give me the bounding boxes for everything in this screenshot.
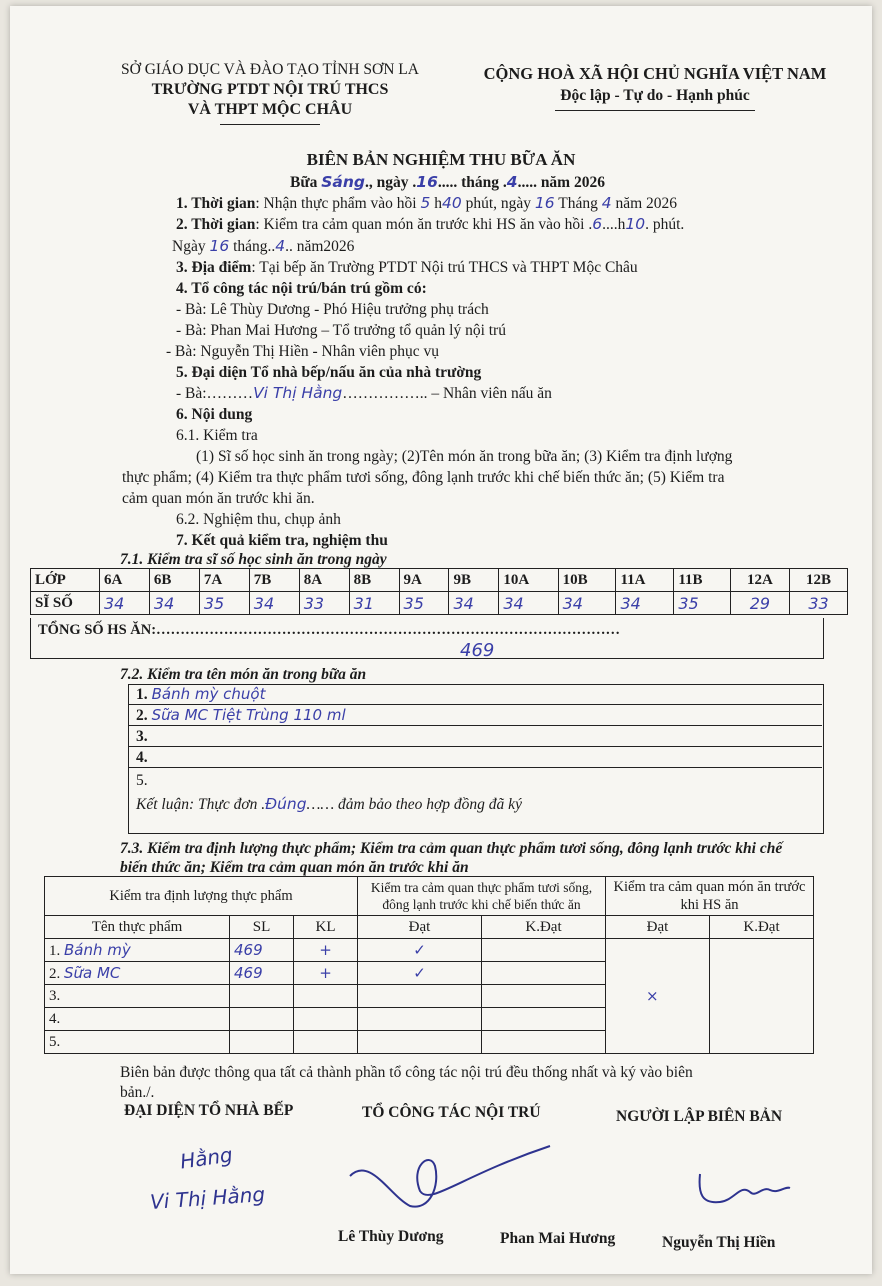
s7-sub3-line1: 7.3. Kiểm tra định lượng thực phẩm; Kiểm tra cảm quan thực phẩm tươi sống, đông lạnh trước khi chế: [120, 840, 783, 857]
s2-day: 16: [209, 237, 230, 255]
signature-mark-3: [690, 1164, 800, 1214]
food-cell: [45, 1031, 230, 1054]
count-cell: 34: [149, 592, 199, 615]
s1-minute: 40: [441, 194, 462, 212]
sig1-hand-full: Vi Thị Hằng: [149, 1182, 266, 1214]
total-label: TỔNG SỐ HS ĂN:……………………………………………………………………………………: [38, 622, 621, 638]
meal-mid2: ..... tháng .: [437, 174, 507, 191]
count-cell: 35: [199, 592, 249, 615]
s1-text-a: : Nhận thực phẩm vào hồi: [255, 195, 417, 212]
dish-row: [128, 747, 822, 768]
food-cell: [45, 939, 230, 962]
sl-cell: [230, 1031, 294, 1054]
sig1-hand-short: Hằng: [178, 1142, 235, 1174]
s5-cook-name: Vi Thị Hằng: [253, 384, 343, 402]
col2-kdat-head: K.Đạt: [482, 916, 606, 939]
food-num: 3.: [49, 987, 61, 1004]
food-name: Bánh mỳ: [64, 940, 131, 959]
dish-name: Sữa MC Tiệt Trùng 110 ml: [151, 706, 346, 724]
dish-row: [128, 726, 822, 747]
dept-name: SỞ GIÁO DỤC VÀ ĐÀO TẠO TỈNH SƠN LA: [121, 61, 419, 78]
class-cell: 11B: [674, 569, 730, 592]
dish-row: [128, 705, 822, 726]
s1-text-e: năm 2026: [615, 195, 678, 212]
s6-sub2: 6.2. Nghiệm thu, chụp ảnh: [176, 511, 341, 528]
meal-line: [290, 172, 605, 193]
s2-line2-c: .. năm2026: [285, 238, 355, 255]
food-cell: [45, 1008, 230, 1031]
col3-kdat-head: K.Đạt: [710, 916, 814, 939]
s6-para-line2: thực phẩm; (4) Kiểm tra thực phẩm tươi sống, đông lạnh trước khi chế biến thức ăn; (5) Kiểm tra: [122, 469, 725, 486]
col3-kdat-cell: [710, 939, 814, 1054]
sl-cell: 469: [230, 939, 294, 962]
s2-text-a: : Kiểm tra cảm quan món ăn trước khi HS ăn vào hồi .: [255, 216, 593, 233]
s1-text-b: h: [434, 195, 442, 212]
count-cell: 34: [249, 592, 299, 615]
s1-text-d: Tháng: [558, 195, 598, 212]
conclusion: [136, 794, 522, 815]
dish-num: 1.: [136, 686, 148, 703]
class-cell: 10B: [558, 569, 616, 592]
s2-minute: 10: [625, 215, 646, 233]
col3-dat-head: Đạt: [606, 916, 710, 939]
dish-num: 2.: [136, 707, 148, 724]
col2-dat-head: Đạt: [358, 916, 482, 939]
count-cell: 34: [558, 592, 616, 615]
meal-month: 4: [506, 173, 518, 191]
s1-hour: 5: [420, 194, 431, 212]
header-divider-right: [555, 110, 755, 111]
class-cell: 11A: [616, 569, 674, 592]
count-cell: 34: [499, 592, 558, 615]
class-cell: 10A: [499, 569, 558, 592]
s2-month: 4: [275, 237, 286, 255]
class-cell: 9B: [449, 569, 499, 592]
kl-cell: [294, 1031, 358, 1054]
s2-text-c: . phút.: [645, 216, 685, 233]
section-2-date: [172, 236, 354, 257]
col2-head: Kiểm tra cảm quan thực phẩm tươi sống, đông lạnh trước khi chế biến thức ăn: [358, 877, 606, 916]
sl-cell: [230, 1008, 294, 1031]
count-cell: 29: [730, 592, 789, 615]
count-row: [31, 592, 848, 615]
class-cell: 6A: [100, 569, 150, 592]
sig-name-2: Phan Mai Hương: [500, 1230, 616, 1247]
class-cell: 9A: [399, 569, 449, 592]
s2-line2-a: Ngày: [172, 238, 206, 255]
food-num: 5.: [49, 1033, 61, 1050]
dish-num: 4.: [136, 749, 148, 766]
s1-day: 16: [534, 194, 555, 212]
class-cell: 12A: [730, 569, 789, 592]
check-cell: ✓: [358, 962, 482, 985]
count-cell: 34: [449, 592, 499, 615]
food-num: 2.: [49, 965, 61, 982]
kl-cell: [294, 1008, 358, 1031]
sl-cell: 469: [230, 962, 294, 985]
class-cell: 8A: [299, 569, 349, 592]
dish-num: 3.: [136, 728, 148, 745]
class-cell: 7B: [249, 569, 299, 592]
quantity-table: [44, 876, 814, 1054]
quantity-head-row: [45, 877, 814, 916]
s7-label: 7. Kết quả kiểm tra, nghiệm thu: [176, 532, 388, 549]
food-cell: [45, 962, 230, 985]
food-row: [45, 939, 814, 962]
sig3-title: NGƯỜI LẬP BIÊN BẢN: [616, 1108, 783, 1125]
check-cell: [358, 985, 482, 1008]
dish-row: [128, 684, 822, 705]
dish-name: Bánh mỳ chuột: [151, 685, 266, 703]
dish-row: [128, 770, 822, 790]
conclusion-suffix: …… đảm bảo theo hợp đồng đã ký: [306, 796, 522, 813]
meal-suffix: ..... năm 2026: [517, 174, 605, 191]
quantity-subhead-row: [45, 916, 814, 939]
class-header: LỚP: [31, 569, 100, 592]
kl-cell: +: [294, 962, 358, 985]
check-cell: [358, 1008, 482, 1031]
motto: Độc lập - Tự do - Hạnh phúc: [560, 87, 750, 104]
s4-member-1: - Bà: Lê Thùy Dương - Phó Hiệu trưởng phụ trách: [176, 301, 489, 318]
s5-prefix: - Bà:………: [176, 385, 254, 402]
s6-para-line3: cảm quan món ăn trước khi ăn.: [122, 490, 315, 507]
count-cell: 31: [349, 592, 399, 615]
kl-cell: [294, 985, 358, 1008]
meal-prefix: Bữa: [290, 174, 318, 191]
conclusion-prefix: Kết luận: Thực đơn .: [136, 796, 266, 813]
meal-value: Sáng: [321, 173, 366, 191]
sig-name-3: Nguyễn Thị Hiền: [662, 1234, 776, 1251]
s7-sub2: 7.2. Kiểm tra tên món ăn trong bữa ăn: [120, 666, 367, 683]
s6-para-line1: (1) Sĩ số học sinh ăn trong ngày; (2)Tên món ăn trong bữa ăn; (3) Kiểm tra định lượng: [196, 448, 733, 465]
class-count-table: [30, 568, 848, 615]
dish-num: 5.: [136, 772, 148, 789]
count-cell: 33: [790, 592, 848, 615]
s2-hour: 6: [592, 215, 603, 233]
section-1: [176, 193, 677, 214]
footer-note-line2: bản./.: [120, 1084, 155, 1101]
s1-text-c: phút, ngày: [465, 195, 532, 212]
s4-member-3: - Bà: Nguyễn Thị Hiền - Nhân viên phục vụ: [166, 343, 440, 360]
s7-sub3-line2: biến thức ăn; Kiểm tra cảm quan món ăn trước khi ăn: [120, 859, 469, 876]
sig2-title: TỔ CÔNG TÁC NỘI TRÚ: [362, 1104, 541, 1121]
food-num: 1.: [49, 942, 61, 959]
food-name: Sữa MC: [64, 963, 121, 982]
school-name-line2: VÀ THPT MỘC CHÂU: [187, 101, 353, 118]
col-food-head: Tên thực phẩm: [45, 916, 230, 939]
s2-label: 2. Thời gian: [176, 216, 256, 233]
school-name-line1: TRƯỜNG PTDT NỘI TRÚ THCS: [151, 81, 389, 98]
footer-note-line1: Biên bản được thông qua tất cả thành phần tổ công tác nội trú đều thống nhất và ký vào biên: [120, 1064, 693, 1081]
conclusion-value: Đúng: [265, 795, 307, 813]
check-cell: [358, 1031, 482, 1054]
s5-dots: ……………..: [342, 385, 428, 402]
country-name: CỘNG HOÀ XÃ HỘI CHỦ NGHĨA VIỆT NAM: [483, 64, 827, 83]
s7-sub1: 7.1. Kiểm tra sĩ số học sinh ăn trong ngày: [120, 551, 387, 568]
kdat-cell: [482, 962, 606, 985]
count-cell: 35: [399, 592, 449, 615]
kdat-cell: [482, 939, 606, 962]
document-title: BIÊN BẢN NGHIỆM THU BỮA ĂN: [306, 150, 576, 169]
s3-text: : Tại bếp ăn Trường PTDT Nội trú THCS và THPT Mộc Châu: [251, 259, 638, 276]
kl-cell: +: [294, 939, 358, 962]
document-page: [10, 6, 872, 1274]
check-cell: ✓: [358, 939, 482, 962]
col1-head: Kiểm tra định lượng thực phẩm: [45, 877, 358, 916]
kdat-cell: [482, 1008, 606, 1031]
class-cell: 7A: [199, 569, 249, 592]
s5-line: [176, 383, 552, 404]
count-header: SĨ SỐ: [31, 592, 100, 615]
section-3: [176, 257, 638, 278]
s1-label: 1. Thời gian: [176, 195, 256, 212]
class-row: [31, 569, 848, 592]
s1-month: 4: [601, 194, 612, 212]
col-sl-head: SL: [230, 916, 294, 939]
class-cell: 6B: [149, 569, 199, 592]
s5-label: 5. Đại diện Tổ nhà bếp/nấu ăn của nhà trường: [176, 364, 482, 381]
sig-name-1: Lê Thùy Dương: [338, 1228, 444, 1245]
s5-suffix: – Nhân viên nấu ăn: [427, 385, 552, 402]
signature-mark-2: [340, 1136, 570, 1226]
header-divider-left: [220, 124, 320, 125]
s4-label: 4. Tổ công tác nội trú/bán trú gồm có:: [176, 280, 427, 297]
kdat-cell: [482, 1031, 606, 1054]
count-cell: 35: [674, 592, 730, 615]
class-cell: 8B: [349, 569, 399, 592]
s6-sub1: 6.1. Kiểm tra: [176, 427, 258, 444]
s2-line2-b: tháng..: [233, 238, 276, 255]
col-kl-head: KL: [294, 916, 358, 939]
meal-mid1: ., ngày .: [365, 174, 417, 191]
meal-day: 16: [416, 173, 438, 191]
kdat-cell: [482, 985, 606, 1008]
s4-member-2: - Bà: Phan Mai Hương – Tổ trưởng tổ quản lý nội trú: [176, 322, 506, 339]
s3-label: 3. Địa điểm: [176, 259, 252, 276]
count-cell: 34: [616, 592, 674, 615]
section-2: [176, 214, 684, 235]
food-num: 4.: [49, 1010, 61, 1027]
col3-dat-cell: ×: [606, 939, 710, 1054]
sig1-title: ĐẠI DIỆN TỔ NHÀ BẾP: [124, 1102, 294, 1119]
total-value: 469: [460, 640, 495, 661]
sl-cell: [230, 985, 294, 1008]
s2-text-b: ....h: [602, 216, 626, 233]
col3-head: Kiểm tra cảm quan món ăn trước khi HS ăn: [606, 877, 814, 916]
class-cell: 12B: [790, 569, 848, 592]
s6-label: 6. Nội dung: [176, 406, 253, 423]
count-cell: 34: [100, 592, 150, 615]
count-cell: 33: [299, 592, 349, 615]
food-cell: [45, 985, 230, 1008]
